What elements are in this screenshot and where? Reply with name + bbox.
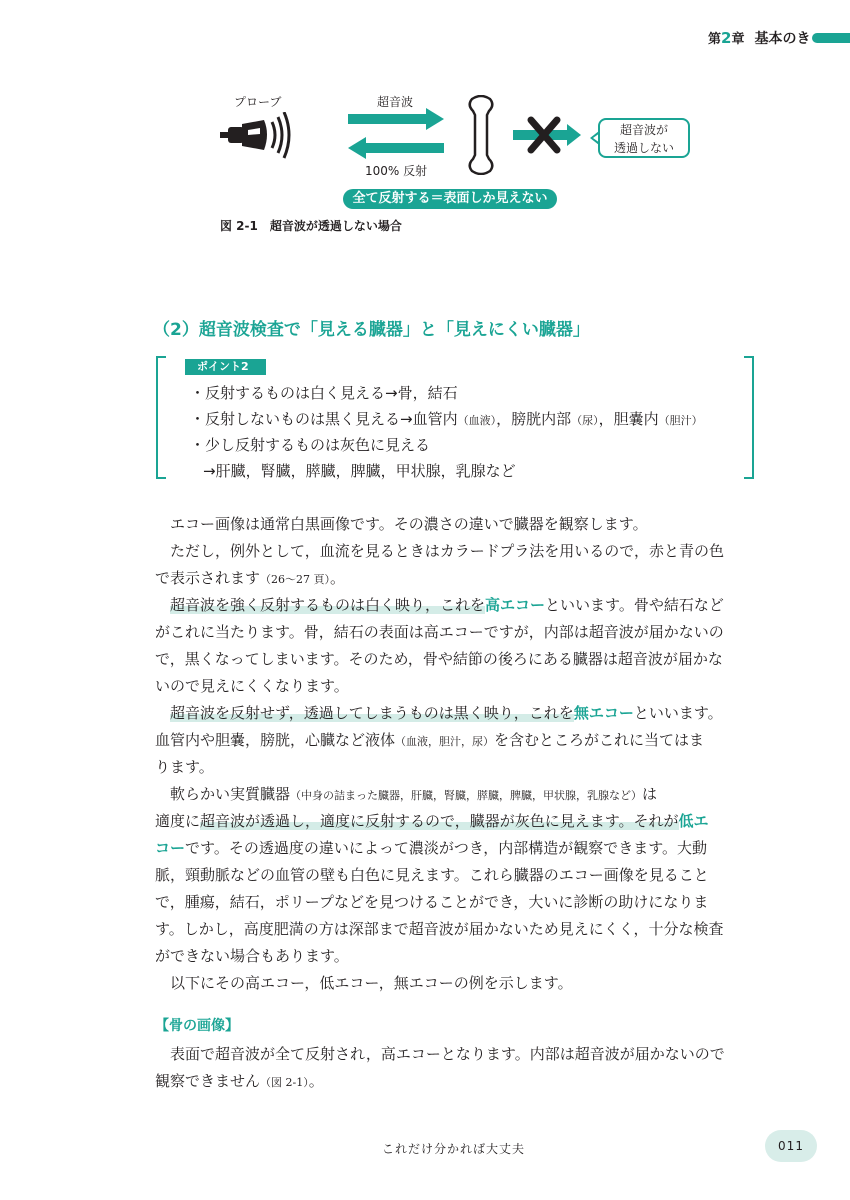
bone-icon [463, 95, 499, 179]
body-p5-l2-start: 適度に [155, 812, 201, 830]
figure-banner: 全て反射する＝表面しか見えない [343, 189, 557, 209]
reflect-arrow-icon [348, 137, 444, 163]
body-p5-l3-rest: です。その透過度の違いによって濃淡がつき，内部構造が観察できます。大動 [185, 839, 708, 857]
point-badge: ポイント2 [185, 359, 266, 375]
body-p5-line5: で，腫瘍，結石，ポリープなどを見つけることができ，大いに診断の助けになりま [155, 893, 709, 911]
note-box [598, 118, 690, 158]
body-p5-line1 [170, 783, 657, 804]
term-no-echo: 無エコー [573, 704, 634, 722]
body-p3-line2: がこれに当たります。骨，結石の表面は高エコーですが，内部は超音波が届かないの [155, 623, 724, 641]
body-p3-line4: いので見えにくくなります。 [155, 677, 349, 695]
body-p3-line1 [170, 594, 724, 615]
probe-icon [220, 112, 300, 168]
bone-line1: 表面で超音波が全て反射され，高エコーとなります。内部は超音波が届かないので [170, 1045, 725, 1063]
body-p4-line1 [170, 702, 723, 723]
body-p5-text: 軟らかい実質臓器 [170, 785, 291, 803]
point-bracket-left [156, 356, 166, 479]
header-accent-bar [812, 33, 850, 43]
wave-label: 超音波 [377, 95, 414, 109]
body-p4-text-end: を含むところがこれに当てはま [494, 731, 705, 749]
body-p5-line2 [155, 810, 709, 831]
body-p5-line7: ができない場合もあります。 [155, 947, 349, 965]
chapter-number: 2 [721, 29, 732, 47]
probe-label: プローブ [234, 95, 282, 109]
point-line-1: ・反射するものは白く見える→骨，結石 [190, 384, 458, 402]
term-low-echo-part1: 低エ [678, 812, 709, 830]
body-p4-rest: といいます。 [633, 704, 723, 722]
note-line-2: 透過しない [613, 141, 674, 155]
bone-line2 [155, 1070, 324, 1091]
point-line-3: ・少し反射するものは灰色に見える [190, 436, 431, 454]
chapter-header [708, 28, 810, 48]
figure-caption-number: 図 2-1 [220, 219, 258, 233]
point-line-2-bladder: ，膀胱内部 [496, 410, 572, 428]
point-line-2-note-urine: （尿） [571, 414, 599, 427]
body-p1: エコー画像は通常白黒画像です。その濃さの違いで臓器を観察します。 [170, 515, 648, 533]
forward-arrow-icon [348, 108, 444, 134]
body-p2-text: で表示されます [155, 569, 261, 587]
body-p4-line2 [155, 729, 704, 750]
body-p5-note: （中身の詰まった臓器，肝臓，腎臓，膵臓，脾臓，甲状腺，乳腺など） [290, 789, 643, 802]
body-p4-note: （血液，胆汁，尿） [395, 735, 495, 748]
body-p4-text: 血管内や胆嚢，膀胱，心臓など液体 [155, 731, 396, 749]
note-line-1: 超音波が [619, 123, 668, 137]
figure-caption-title: 超音波が透過しない場合 [269, 219, 402, 233]
body-p3-line3: で，黒くなってしまいます。そのため，骨や結節の後ろにある臓器は超音波が届かな [155, 650, 723, 668]
body-p4-highlight: 超音波を反射せず，透過してしまうものは黒く映り，これを [170, 704, 574, 722]
point-line-2-gallbladder: ，胆嚢内 [598, 410, 659, 428]
bone-line2-text: 観察できません [155, 1072, 261, 1090]
bone-figure-ref: （図 2-1） [260, 1076, 309, 1089]
chapter-prefix: 第 [708, 32, 722, 47]
bone-line2-end: 。 [308, 1072, 324, 1090]
reflect-label: 100% 反射 [365, 164, 428, 178]
body-p5-line3 [155, 837, 707, 858]
point-line-2-note-blood: （血液） [457, 414, 497, 427]
body-p3-rest: といいます。骨や結石など [545, 596, 724, 614]
point-line-2-note-bile: （胆汁） [658, 414, 703, 427]
term-high-echo: 高エコー [485, 596, 546, 614]
body-p2-end: 。 [330, 569, 346, 587]
point-line-4: →肝臓，腎臓，膵臓，脾臓，甲状腺，乳腺など [203, 462, 516, 480]
body-p5-line6: す。しかし，高度肥満の方は深部まで超音波が届かないため見えにくく，十分な検査 [155, 920, 724, 938]
figure-caption [220, 217, 402, 234]
chapter-title: 基本のき [754, 31, 811, 47]
body-p6: 以下にその高エコー，低エコー，無エコーの例を示します。 [170, 974, 573, 992]
footer-text: これだけ分かれば大丈夫 [382, 1142, 526, 1156]
page-number: 011 [765, 1130, 817, 1162]
body-p5-line4: 脈，頸動脈などの血管の壁も白色に見えます。これら臓器のエコー画像を見ること [155, 866, 709, 884]
body-p5-highlight: 超音波が透過し，適度に反射するので，臓器が灰色に見えます。それが [200, 812, 679, 830]
body-p2-line1: ただし，例外として，血流を見るときはカラードプラ法を用いるので，赤と青の色 [170, 542, 724, 560]
body-p4-line3: ります。 [155, 758, 214, 776]
point-bracket-right [744, 356, 754, 479]
point-line-2-main: ・反射しないものは黒く見える→血管内 [190, 410, 458, 428]
body-p2-line2 [155, 567, 345, 588]
body-p5-particle: は [642, 785, 658, 803]
chapter-suffix: 章 [731, 32, 745, 47]
body-p3-highlight: 超音波を強く反射するものは白く映り，これを [170, 596, 486, 614]
blocked-arrow-icon [513, 116, 585, 158]
body-p2-page-ref: （26～27 頁） [260, 573, 331, 586]
bone-heading: 【骨の画像】 [155, 1018, 239, 1034]
point-line-2 [190, 408, 703, 429]
section-heading: （2）超音波検査で「見える臓器」と「見えにくい臓器」 [153, 320, 590, 340]
term-low-echo-part2: コー [155, 839, 186, 857]
